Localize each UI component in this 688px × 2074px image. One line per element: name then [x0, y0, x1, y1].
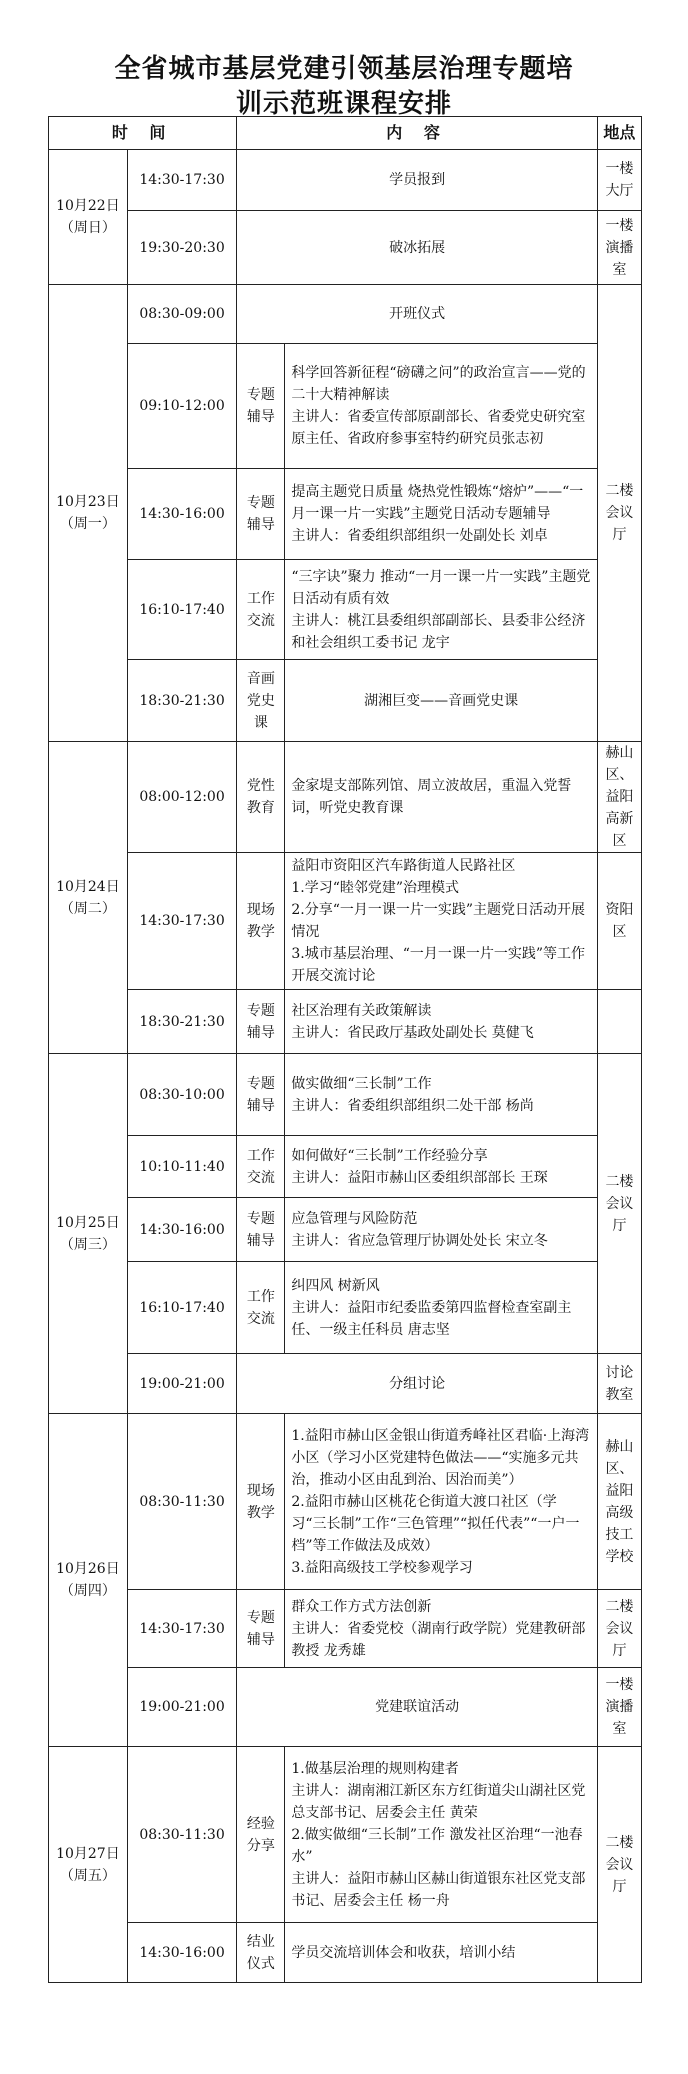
date-cell: 10月23日 （周一） [49, 285, 128, 742]
place-cell: 二楼会议厅 [597, 1590, 641, 1668]
schedule-table [48, 116, 642, 1983]
table-row [49, 1354, 642, 1414]
time-cell: 14:30-17:30 [127, 853, 237, 990]
table-row [49, 660, 642, 742]
content-cell: “三字诀”聚力 推动“一月一课一片一实践”主题党日活动有质有效 主讲人：桃江县委组织部副部长、县委非公经济和社会组织工委书记 龙宇 [285, 560, 598, 660]
content-cell: 党建联谊活动 [237, 1668, 598, 1747]
content-cell: 金家堤支部陈列馆、周立波故居，重温入党誓词，听党史教育课 [285, 742, 598, 853]
date-cell: 10月27日 （周五） [49, 1747, 128, 1983]
type-cell: 专题辅导 [237, 990, 285, 1054]
time-cell: 08:30-11:30 [127, 1747, 237, 1923]
time-cell: 08:30-10:00 [127, 1054, 237, 1136]
content-cell: 1.做基层治理的规则构建者 主讲人：湖南湘江新区东方红街道尖山湖社区党总支部书记、居委会主任 黄荣 2.做实做细“三长制”工作 激发社区治理“一池春水” 主讲人：益阳市赫山区赫山街道银东社区党支部书记、居委会主任 杨一舟 [285, 1747, 598, 1923]
time-cell: 08:30-11:30 [127, 1414, 237, 1590]
table-row [49, 1136, 642, 1198]
table-row [49, 1262, 642, 1354]
content-cell: 破冰拓展 [237, 211, 598, 285]
header-content: 内 容 [237, 117, 598, 150]
type-cell: 现场教学 [237, 1414, 285, 1590]
page-title [0, 0, 688, 119]
table-row [49, 1747, 642, 1923]
time-cell: 09:10-12:00 [127, 344, 237, 469]
content-cell: 如何做好“三长制”工作经验分享 主讲人：益阳市赫山区委组织部部长 王琛 [285, 1136, 598, 1198]
type-cell: 结业仪式 [237, 1923, 285, 1983]
time-cell: 10:10-11:40 [127, 1136, 237, 1198]
content-cell: 益阳市资阳区汽车路街道人民路社区 1.学习“睦邻党建”治理模式 2.分享“一月一课一片一实践”主题党日活动开展情况 3.城市基层治理、“一月一课一片一实践”等工作开展交流讨论 [285, 853, 598, 990]
table-row [49, 1668, 642, 1747]
type-cell: 音画党史课 [237, 660, 285, 742]
type-cell: 经验分享 [237, 1747, 285, 1923]
table-row [49, 1054, 642, 1136]
date-cell: 10月24日 （周二） [49, 742, 128, 1054]
time-cell: 16:10-17:40 [127, 1262, 237, 1354]
content-cell: 1.益阳市赫山区金银山街道秀峰社区君临·上海湾小区（学习小区党建特色做法——“实施多元共治，推动小区由乱到治、因治而美”） 2.益阳市赫山区桃花仑街道大渡口社区（学习“三长制”工作“三色管理”“拟任代表”“一户一档”等工作做法及成效） 3.益阳高级技工学校参观学习 [285, 1414, 598, 1590]
type-cell: 专题辅导 [237, 1054, 285, 1136]
type-cell: 工作交流 [237, 1262, 285, 1354]
time-cell: 14:30-16:00 [127, 1923, 237, 1983]
time-cell: 18:30-21:30 [127, 990, 237, 1054]
time-cell: 16:10-17:40 [127, 560, 237, 660]
time-cell: 19:30-20:30 [127, 211, 237, 285]
header-time: 时 间 [49, 117, 237, 150]
table-row [49, 560, 642, 660]
table-row [49, 285, 642, 344]
content-cell: 学员报到 [237, 150, 598, 211]
type-cell: 专题辅导 [237, 1590, 285, 1668]
place-cell [597, 990, 641, 1054]
content-cell: 湖湘巨变——音画党史课 [285, 660, 598, 742]
content-cell: 分组讨论 [237, 1354, 598, 1414]
table-row [49, 1198, 642, 1262]
type-cell: 工作交流 [237, 1136, 285, 1198]
content-cell: 科学回答新征程“磅礴之问”的政治宣言——党的二十大精神解读 主讲人：省委宣传部原副部长、省委党史研究室原主任、省政府参事室特约研究员张志初 [285, 344, 598, 469]
time-cell: 14:30-16:00 [127, 469, 237, 560]
time-cell: 08:00-12:00 [127, 742, 237, 853]
place-cell: 赫山区、益阳高新区 [597, 742, 641, 853]
table-row [49, 990, 642, 1054]
place-cell: 一楼演播室 [597, 211, 641, 285]
type-cell: 专题辅导 [237, 469, 285, 560]
time-cell: 14:30-17:30 [127, 150, 237, 211]
table-header-row [49, 117, 642, 150]
time-cell: 14:30-17:30 [127, 1590, 237, 1668]
date-cell: 10月22日 （周日） [49, 150, 128, 285]
content-cell: 学员交流培训体会和收获，培训小结 [285, 1923, 598, 1983]
table-row [49, 150, 642, 211]
place-cell: 讨论教室 [597, 1354, 641, 1414]
place-cell: 赫山区、益阳高级技工学校 [597, 1414, 641, 1590]
place-cell: 资阳区 [597, 853, 641, 990]
place-cell: 一楼演播室 [597, 1668, 641, 1747]
type-cell: 工作交流 [237, 560, 285, 660]
table-row [49, 742, 642, 853]
content-cell: 群众工作方式方法创新 主讲人：省委党校（湖南行政学院）党建教研部教授 龙秀雄 [285, 1590, 598, 1668]
title-line-2: 训示范班课程安排 [235, 89, 452, 119]
date-cell: 10月25日 （周三） [49, 1054, 128, 1414]
place-cell: 一楼大厅 [597, 150, 641, 211]
content-cell: 做实做细“三长制”工作 主讲人：省委组织部组织二处干部 杨尚 [285, 1054, 598, 1136]
table-row [49, 853, 642, 990]
time-cell: 19:00-21:00 [127, 1668, 237, 1747]
content-cell: 应急管理与风险防范 主讲人：省应急管理厅协调处处长 宋立冬 [285, 1198, 598, 1262]
table-row [49, 211, 642, 285]
content-cell: 开班仪式 [237, 285, 598, 344]
table-row [49, 344, 642, 469]
date-cell: 10月26日 （周四） [49, 1414, 128, 1747]
type-cell: 专题辅导 [237, 1198, 285, 1262]
table-row [49, 1923, 642, 1983]
type-cell: 党性教育 [237, 742, 285, 853]
title-line-1: 全省城市基层党建引领基层治理专题培 [114, 54, 574, 84]
time-cell: 14:30-16:00 [127, 1198, 237, 1262]
content-cell: 社区治理有关政策解读 主讲人：省民政厅基政处副处长 莫健飞 [285, 990, 598, 1054]
time-cell: 18:30-21:30 [127, 660, 237, 742]
table-row [49, 1414, 642, 1590]
place-cell: 二楼会议厅 [597, 1747, 641, 1983]
time-cell: 19:00-21:00 [127, 1354, 237, 1414]
table-row [49, 469, 642, 560]
type-cell: 现场教学 [237, 853, 285, 990]
content-cell: 提高主题党日质量 烧热党性锻炼“熔炉”——“一月一课一片一实践”主题党日活动专题辅导 主讲人：省委组织部组织一处副处长 刘卓 [285, 469, 598, 560]
time-cell: 08:30-09:00 [127, 285, 237, 344]
place-cell: 二楼会议厅 [597, 1054, 641, 1354]
table-row [49, 1590, 642, 1668]
place-cell: 二楼会议厅 [597, 285, 641, 742]
content-cell: 纠四风 树新风 主讲人：益阳市纪委监委第四监督检查室副主任、一级主任科员 唐志坚 [285, 1262, 598, 1354]
header-place: 地点 [597, 117, 641, 150]
type-cell: 专题辅导 [237, 344, 285, 469]
